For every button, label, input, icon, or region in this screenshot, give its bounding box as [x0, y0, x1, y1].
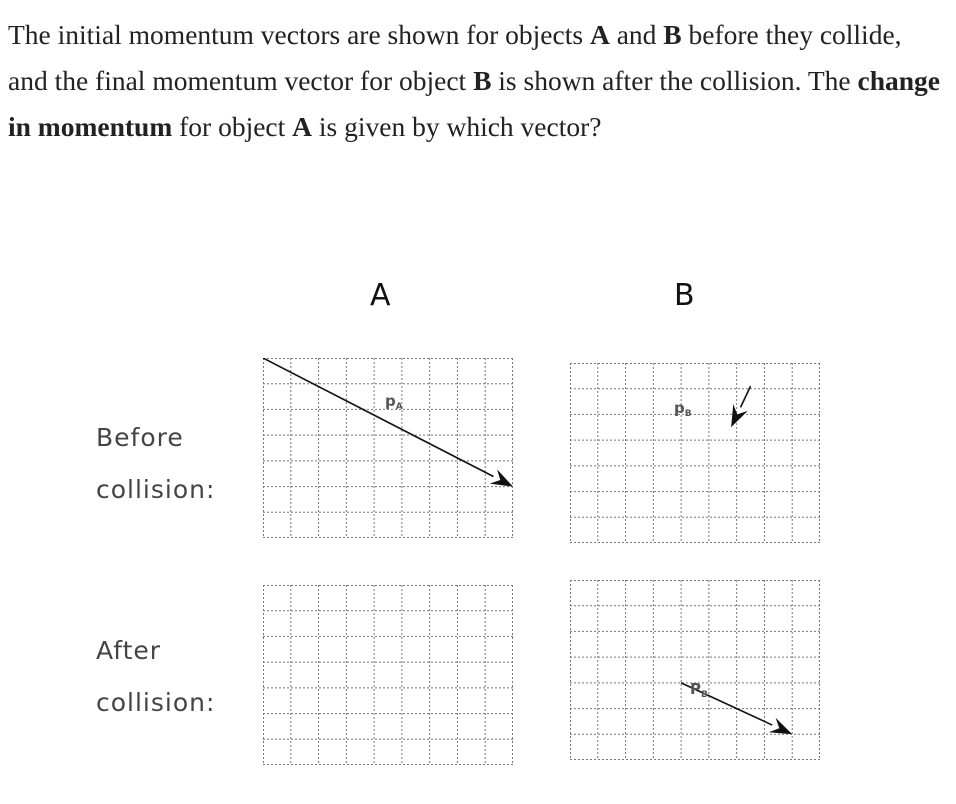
- vector-pb-final-label-main: P: [690, 680, 701, 698]
- question-segment: is shown after the collision. The: [491, 65, 858, 96]
- column-label-a: A: [370, 278, 391, 313]
- vector-pa-label-main: p: [385, 392, 396, 410]
- grid-a-before: [263, 358, 513, 538]
- vector-pb-label: [674, 399, 692, 419]
- question-bold-b: B: [473, 65, 492, 96]
- vector-pa-label: [385, 392, 403, 412]
- grid-a-after-svg: [263, 585, 513, 765]
- row-label-after-line1: After: [96, 636, 162, 665]
- vector-pa-label-sub: A: [395, 402, 403, 412]
- vector-pa-initial: [263, 358, 493, 477]
- question-bold-change-in-momentum: change in momentum: [8, 65, 940, 142]
- column-label-b: B: [674, 278, 695, 313]
- grid-lines: [263, 585, 513, 765]
- momentum-diagram: [60, 250, 860, 780]
- row-label-after: [96, 625, 215, 729]
- grid-b-after: [570, 580, 820, 760]
- question-bold-a: A: [292, 111, 313, 142]
- grid-lines: [570, 363, 820, 543]
- row-label-before-line1: Before: [96, 423, 184, 452]
- grid-a-before-svg: [263, 358, 513, 538]
- vector-pb-label-main: p: [674, 399, 685, 417]
- question-segment: The initial momentum vectors are shown for objects: [8, 19, 590, 50]
- vector-pb-label-sub: B: [684, 409, 692, 419]
- vector-pb-initial: [741, 386, 751, 407]
- grid-b-before: [570, 363, 820, 543]
- vector-pb-final-label: [690, 680, 708, 700]
- row-label-before: [96, 412, 215, 516]
- vector-pb-final-label-sub: B: [701, 690, 708, 700]
- vector-pb-final-arrowhead: [769, 718, 792, 735]
- question-bold-a: A: [589, 19, 610, 50]
- question-text: [8, 12, 948, 150]
- grid-b-before-svg: [570, 363, 820, 543]
- grid-a-after: [263, 585, 513, 765]
- question-segment: for object: [172, 111, 293, 142]
- question-segment: and: [609, 19, 664, 50]
- row-label-before-line2: collision:: [96, 475, 216, 504]
- vector-pb-initial-arrowhead: [731, 404, 748, 427]
- grid-b-after-svg: [570, 580, 820, 760]
- question-bold-b: B: [663, 19, 682, 50]
- vector-pa-initial-arrowhead: [490, 469, 513, 486]
- row-label-after-line2: collision:: [96, 688, 216, 717]
- grid-lines: [263, 358, 513, 538]
- question-segment: is given by which vector?: [312, 111, 602, 142]
- question-segment: before they collide, and the final momentum vector for object: [8, 19, 902, 96]
